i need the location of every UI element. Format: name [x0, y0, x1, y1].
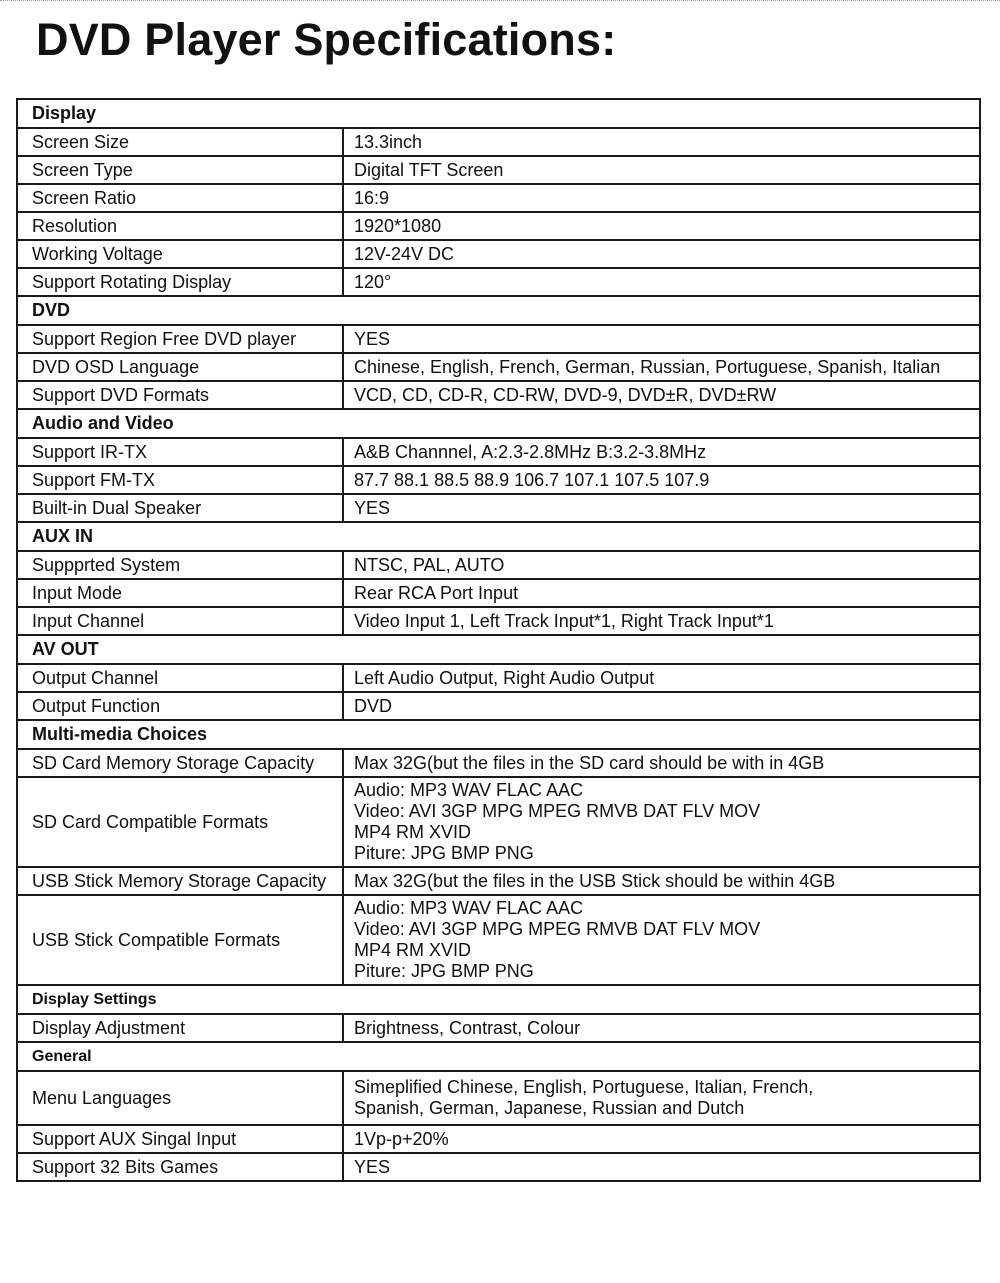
spec-label: USB Stick Compatible Formats: [17, 895, 343, 985]
spec-label: Screen Size: [17, 128, 343, 156]
section-heading: Display Settings: [17, 985, 980, 1014]
spec-value: [343, 1071, 980, 1125]
spec-value: NTSC, PAL, AUTO: [343, 551, 980, 579]
spec-label: Display Adjustment: [17, 1014, 343, 1042]
table-row: [17, 749, 980, 777]
table-row: [17, 692, 980, 720]
spec-label: Support AUX Singal Input: [17, 1125, 343, 1153]
spec-label: Menu Languages: [17, 1071, 343, 1125]
table-row: [17, 1014, 980, 1042]
spec-value: VCD, CD, CD-R, CD-RW, DVD-9, DVD±R, DVD±RW: [343, 381, 980, 409]
section-aux-in: [17, 522, 980, 551]
spec-value: 12V-24V DC: [343, 240, 980, 268]
spec-label: Suppprted System: [17, 551, 343, 579]
spec-value-line: Video: AVI 3GP MPG MPEG RMVB DAT FLV MOV: [354, 801, 761, 821]
spec-label: DVD OSD Language: [17, 353, 343, 381]
spec-value: Rear RCA Port Input: [343, 579, 980, 607]
table-row: [17, 579, 980, 607]
table-row: [17, 1071, 980, 1125]
table-row: [17, 895, 980, 985]
spec-value: Max 32G(but the files in the SD card should be with in 4GB: [343, 749, 980, 777]
spec-label: SD Card Memory Storage Capacity: [17, 749, 343, 777]
spec-label: Input Mode: [17, 579, 343, 607]
spec-value: Brightness, Contrast, Colour: [343, 1014, 980, 1042]
spec-value: [343, 895, 980, 985]
spec-label: Resolution: [17, 212, 343, 240]
spec-value: Video Input 1, Left Track Input*1, Right Track Input*1: [343, 607, 980, 635]
table-row: [17, 607, 980, 635]
spec-label: Support Rotating Display: [17, 268, 343, 296]
spec-value: 87.7 88.1 88.5 88.9 106.7 107.1 107.5 107.9: [343, 466, 980, 494]
section-heading: Display: [17, 99, 980, 128]
section-heading: General: [17, 1042, 980, 1071]
spec-value: 1Vp-p+20%: [343, 1125, 980, 1153]
table-row: [17, 240, 980, 268]
table-row: [17, 353, 980, 381]
spec-label: Support FM-TX: [17, 466, 343, 494]
table-row: [17, 128, 980, 156]
spec-value: 13.3inch: [343, 128, 980, 156]
spec-value: DVD: [343, 692, 980, 720]
spec-value: YES: [343, 325, 980, 353]
spec-value-line: MP4 RM XVID: [354, 822, 472, 842]
spec-value-line: Piture: JPG BMP PNG: [354, 961, 534, 981]
section-display: [17, 99, 980, 128]
spec-label: Support 32 Bits Games: [17, 1153, 343, 1181]
section-general: [17, 1042, 980, 1071]
table-row: [17, 494, 980, 522]
spec-value: YES: [343, 1153, 980, 1181]
spec-value: Digital TFT Screen: [343, 156, 980, 184]
table-row: [17, 184, 980, 212]
spec-value-line: Audio: MP3 WAV FLAC AAC: [354, 898, 584, 918]
section-heading: AV OUT: [17, 635, 980, 664]
spec-value: 16:9: [343, 184, 980, 212]
spec-label: Support Region Free DVD player: [17, 325, 343, 353]
section-audio-video: [17, 409, 980, 438]
table-row: [17, 777, 980, 867]
spec-value: Left Audio Output, Right Audio Output: [343, 664, 980, 692]
spec-label: Built-in Dual Speaker: [17, 494, 343, 522]
spec-value: 1920*1080: [343, 212, 980, 240]
spec-label: Screen Ratio: [17, 184, 343, 212]
spec-label: Working Voltage: [17, 240, 343, 268]
spec-value-line: Video: AVI 3GP MPG MPEG RMVB DAT FLV MOV: [354, 919, 761, 939]
page-title: DVD Player Specifications:: [36, 14, 617, 65]
section-av-out: [17, 635, 980, 664]
spec-value-line: Piture: JPG BMP PNG: [354, 843, 534, 863]
table-row: [17, 1125, 980, 1153]
spec-label: Support IR-TX: [17, 438, 343, 466]
table-row: [17, 867, 980, 895]
spec-value-line: Simeplified Chinese, English, Portuguese, Italian, French,: [354, 1077, 814, 1097]
table-row: [17, 466, 980, 494]
table-row: [17, 664, 980, 692]
section-multimedia: [17, 720, 980, 749]
table-row: [17, 1153, 980, 1181]
spec-value: Chinese, English, French, German, Russian, Portuguese, Spanish, Italian: [343, 353, 980, 381]
spec-table: [16, 98, 981, 1182]
table-row: [17, 212, 980, 240]
section-dvd: [17, 296, 980, 325]
table-row: [17, 438, 980, 466]
spec-label: SD Card Compatible Formats: [17, 777, 343, 867]
spec-label: Output Channel: [17, 664, 343, 692]
spec-label: Support DVD Formats: [17, 381, 343, 409]
spec-value-line: Spanish, German, Japanese, Russian and Dutch: [354, 1098, 745, 1118]
spec-value: Max 32G(but the files in the USB Stick should be within 4GB: [343, 867, 980, 895]
spec-value: 120°: [343, 268, 980, 296]
spec-value: A&B Channnel, A:2.3-2.8MHz B:3.2-3.8MHz: [343, 438, 980, 466]
spec-value: YES: [343, 494, 980, 522]
section-heading: Audio and Video: [17, 409, 980, 438]
top-dotted-border: [0, 0, 1000, 1]
table-row: [17, 325, 980, 353]
spec-value-line: MP4 RM XVID: [354, 940, 472, 960]
section-display-settings: [17, 985, 980, 1014]
table-row: [17, 381, 980, 409]
table-row: [17, 268, 980, 296]
table-row: [17, 156, 980, 184]
spec-label: Output Function: [17, 692, 343, 720]
spec-value: [343, 777, 980, 867]
spec-label: USB Stick Memory Storage Capacity: [17, 867, 343, 895]
table-row: [17, 551, 980, 579]
section-heading: Multi-media Choices: [17, 720, 980, 749]
section-heading: DVD: [17, 296, 980, 325]
spec-label: Input Channel: [17, 607, 343, 635]
section-heading: AUX IN: [17, 522, 980, 551]
spec-label: Screen Type: [17, 156, 343, 184]
spec-value-line: Audio: MP3 WAV FLAC AAC: [354, 780, 584, 800]
